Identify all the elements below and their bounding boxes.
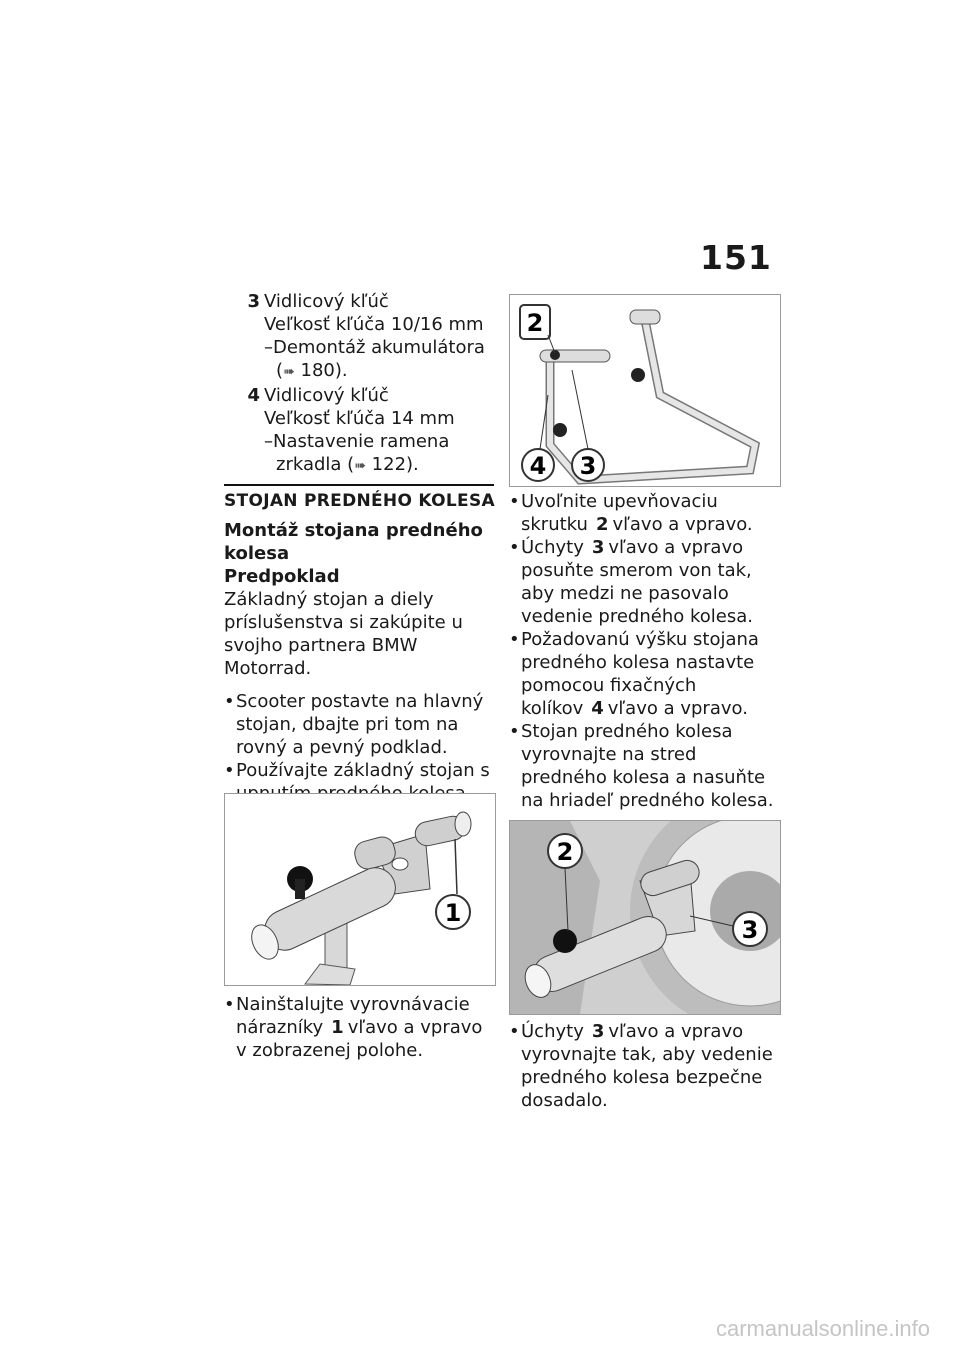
left-after-figure <box>224 993 494 1062</box>
figure-label: 3 <box>579 452 597 480</box>
subheading: Montáž stojana predného kolesa <box>224 520 483 564</box>
stand-illustration <box>510 295 780 486</box>
prerequisite-label: Predpoklad <box>224 566 340 587</box>
figure-label: 3 <box>741 916 759 944</box>
arrow-right-icon: ➠ <box>354 458 366 474</box>
tool-item <box>224 290 494 384</box>
list-item: • Uvoľnite upevňovaciu skrutku 2 vľavo a vpravo. <box>509 490 781 536</box>
ref-number: 4 <box>591 698 604 719</box>
page-ref: 180). <box>300 360 348 381</box>
list-item: • Scooter postavte na hlavný stojan, dbajte pri tom na rovný a pevný podklad. <box>224 690 494 759</box>
tool-item <box>224 384 494 478</box>
page-number: 151 <box>700 238 772 277</box>
right-text <box>509 490 781 812</box>
ref-number: 3 <box>591 537 605 558</box>
figure-adapter <box>224 793 496 986</box>
figure-label: 1 <box>444 899 462 927</box>
section-title: STOJAN PREDNÉHO KOLESA <box>224 491 495 511</box>
tool-size: Veľkosť kľúča 14 mm <box>264 408 455 429</box>
ref-number: 1 <box>331 1017 344 1038</box>
list-item: • Úchyty 3 vľavo a vpravo vyrovnajte tak, aby vedenie predného kolesa bezpečne dosadalo. <box>509 1020 781 1112</box>
arrow-right-icon: ➠ <box>283 364 295 380</box>
tool-number: 3 <box>247 291 260 312</box>
figure-label: 4 <box>529 452 547 480</box>
figure-stand <box>509 294 781 487</box>
list-item: • Nainštalujte vyrovnávacie nárazníky 1 vľavo a vpravo v zobrazenej polohe. <box>224 993 494 1062</box>
adapter-illustration <box>225 794 495 985</box>
wheel-illustration <box>510 821 780 1014</box>
list-item: • Požadovanú výšku stojana predného kolesa nastavte pomocou fixačných kolíkov 4 vľavo a vpravo. <box>509 628 781 720</box>
ref-number: 2 <box>595 514 609 535</box>
tool-name: Vidlicový kľúč <box>264 291 389 312</box>
tool-use: –Nastavenie ramena zrkadla (➠ 122). <box>264 431 450 475</box>
figure-wheel <box>509 820 781 1015</box>
watermark: carmanualsonline.info <box>715 1316 930 1341</box>
ref-number: 3 <box>591 1021 605 1042</box>
list-item: • Úchyty 3 vľavo a vpravo posuňte smerom von tak, aby medzi ne pasovalo vedenie predného kolesa. <box>509 536 781 628</box>
tool-use: –Demontáž akumulátora (➠ 180). <box>264 337 485 381</box>
right-after-figure <box>509 1020 781 1112</box>
left-text <box>224 519 494 805</box>
prerequisite-text: Základný stojan a diely príslušenstva si zakúpite u svojho partnera BMW Motorrad. <box>224 589 463 679</box>
section-divider <box>224 484 494 486</box>
tool-number: 4 <box>247 385 260 406</box>
page-ref: 122). <box>371 454 419 475</box>
tool-name: Vidlicový kľúč <box>264 385 389 406</box>
figure-label: 2 <box>526 309 544 337</box>
figure-label: 2 <box>556 838 574 866</box>
list-item: • Stojan predného kolesa vyrovnajte na stred predného kolesa a nasuňte na hriadeľ predného kolesa. <box>509 720 781 812</box>
list-item: • Používajte základný stojan s <box>224 759 494 805</box>
tool-size: Veľkosť kľúča 10/16 mm <box>264 314 484 335</box>
tools-list <box>224 290 494 478</box>
